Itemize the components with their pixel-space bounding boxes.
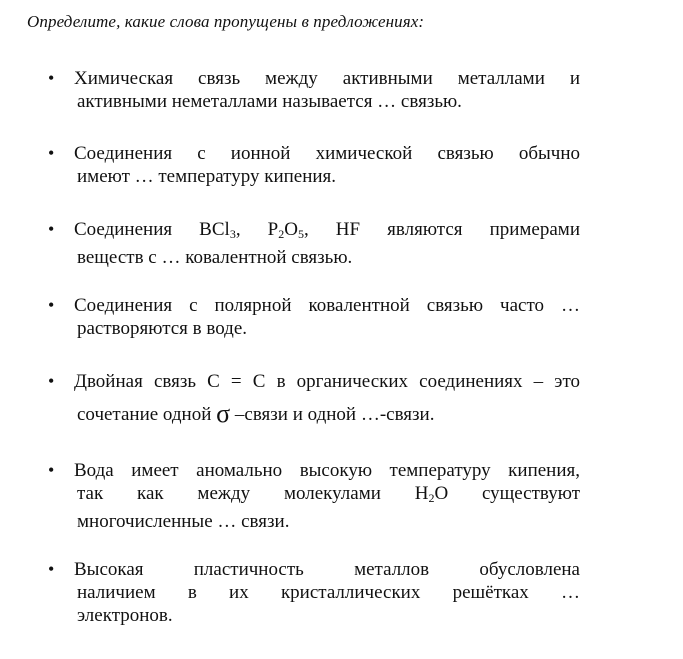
item-6-line-1: Вода имеет аномально высокую температуру кипения, (74, 460, 580, 481)
item-7-line-3: электронов. (77, 605, 173, 626)
bullet-icon: • (48, 219, 55, 239)
item-2-line-1: Соединения с ионной химической связью обычно (74, 143, 580, 164)
item-3-line-1: Соединения BCl$_3$, $P_2O_5$, HF являются примерами (74, 219, 580, 241)
list-item (48, 67, 580, 113)
bullet-icon: • (48, 295, 55, 315)
list-item (48, 218, 580, 269)
list-item (48, 142, 580, 188)
item-3-line-2: веществ с … ковалентной связью. (77, 247, 353, 268)
item-5-line-1: Двойная связь С = С в органических соединениях – это (74, 371, 580, 392)
sigma-symbol: σ (216, 399, 231, 428)
bullet-icon: • (48, 143, 55, 163)
bullet-icon: • (48, 460, 55, 480)
item-1-line-2: активными неметаллами называется … связью. (77, 91, 462, 112)
item-2-line-2: имеют … температуру кипения. (77, 166, 337, 187)
list-item (48, 370, 580, 426)
item-7-line-1: Высокая пластичность металлов обусловлена (74, 559, 580, 580)
item-6-line-3: многочисленные … связи. (77, 511, 290, 532)
item-1-line-1: Химическая связь между активными металлами и (74, 68, 580, 89)
item-4-line-2: растворяются в воде. (77, 318, 248, 339)
item-7-line-2: наличием в их кристаллических решётках … (77, 582, 580, 603)
bullet-icon: • (48, 371, 55, 391)
item-4-line-1: Соединения с полярной ковалентной связью часто … (74, 295, 580, 316)
item-5-line-2: сочетание одной σ –связи и одной …-связи. (77, 399, 435, 428)
list-item (48, 558, 580, 627)
item-6-line-2: так как между молекулами $H_2O$ существуют (77, 483, 580, 505)
task-heading: Определите, какие слова пропущены в предложениях: (27, 12, 425, 31)
list-item (48, 459, 580, 533)
bullet-icon: • (48, 559, 55, 579)
list-item (48, 294, 580, 340)
bullet-icon: • (48, 68, 55, 88)
